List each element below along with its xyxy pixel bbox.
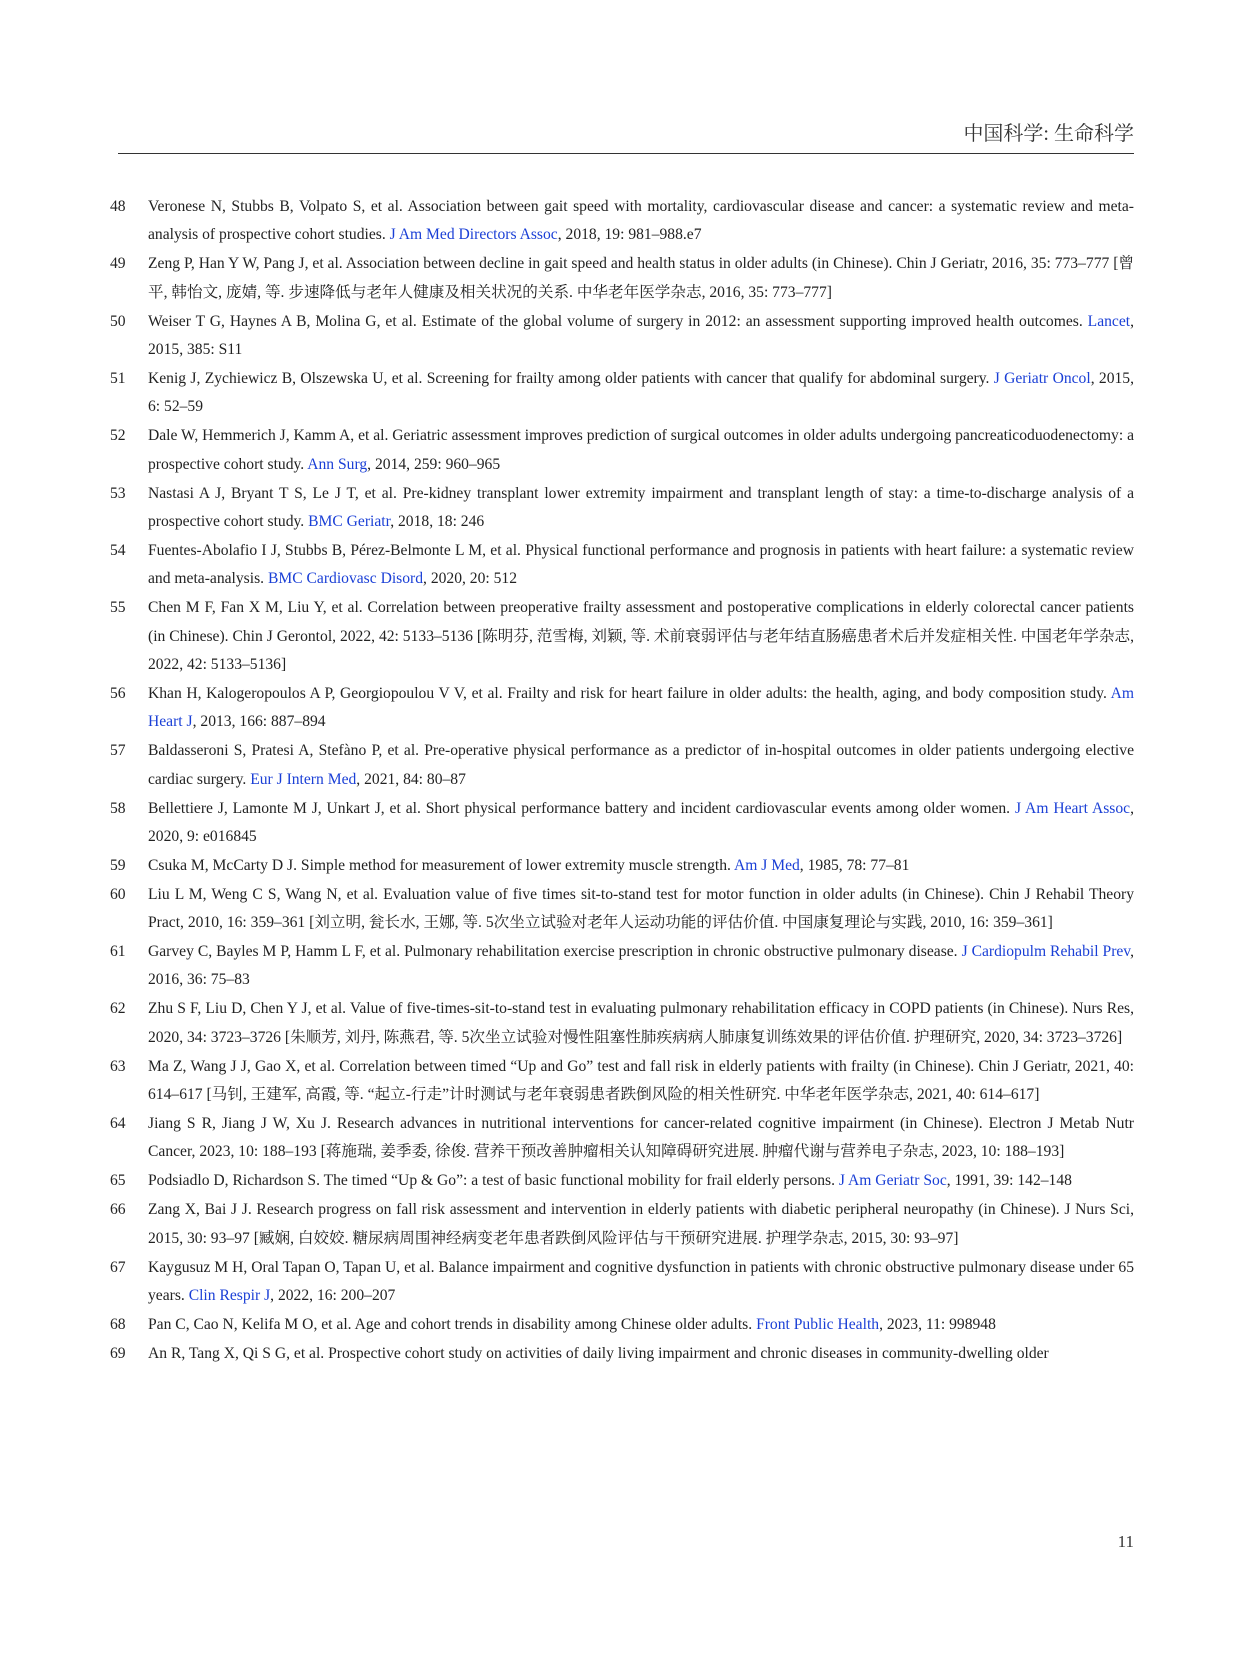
reference-item bbox=[110, 1311, 1134, 1339]
reference-item bbox=[110, 995, 1134, 1052]
reference-item bbox=[110, 537, 1134, 594]
journal-link[interactable]: J Am Heart Assoc bbox=[1014, 799, 1131, 817]
journal-link[interactable]: J Am Med Directors Assoc bbox=[389, 226, 558, 244]
reference-citation: , 1985, 78: 77–81 bbox=[799, 856, 910, 874]
reference-citation: , 2020, 9: e016845 bbox=[148, 799, 1134, 845]
reference-text: Zhu S F, Liu D, Chen Y J, et al. Value of five-times-sit-to-stand test in evaluating pulmonary rehabilitation efficacy in COPD patients (in Chinese). Nurs Res, 2020, 34: 3723–3726 [朱顺芳, 刘丹, 陈燕君, 等. 5次坐立试验对慢性阻塞性肺疾病病人肺康复训练效果的评估价值. 护理研究, 2020, 34: 3723–3726] bbox=[148, 1000, 1134, 1046]
header-divider bbox=[118, 153, 1134, 154]
reference-number: 69 bbox=[110, 1344, 126, 1362]
reference-citation: , 2015, 6: 52–59 bbox=[148, 369, 1134, 416]
reference-text: Zang X, Bai J J. Research progress on fall risk assessment and intervention in elderly patients with diabetic peripheral neuropathy (in Chinese). J Nurs Sci, 2015, 30: 93–97 [臧娴, 白姣姣. 糖尿病周围神经病变老年患者跌倒风险评估与干预研究进展. 护理学杂志, 2015, 30: 93–97] bbox=[148, 1201, 1134, 1247]
reference-citation: , 2014, 259: 960–965 bbox=[367, 455, 501, 473]
journal-link[interactable]: J Cardiopulm Rehabil Prev bbox=[961, 943, 1131, 961]
reference-number: 65 bbox=[110, 1172, 126, 1190]
reference-citation: , 1991, 39: 142–148 bbox=[946, 1172, 1072, 1190]
journal-link[interactable]: Clin Respir J bbox=[188, 1286, 271, 1304]
reference-item bbox=[110, 737, 1134, 794]
reference-item bbox=[110, 1167, 1134, 1195]
reference-text: Pan C, Cao N, Kelifa M O, et al. Age and cohort trends in disability among Chinese older adults. bbox=[148, 1315, 757, 1333]
reference-text: Csuka M, McCarty D J. Simple method for measurement of lower extremity muscle strength. bbox=[148, 856, 734, 874]
journal-header-title: 中国科学: 生命科学 bbox=[963, 123, 1134, 145]
reference-text: Podsiadlo D, Richardson S. The timed “Up & Go”: a test of basic functional mobility for frail elderly persons. bbox=[148, 1172, 839, 1190]
journal-link[interactable]: BMC Geriatr bbox=[308, 512, 391, 530]
reference-item bbox=[110, 1254, 1134, 1311]
reference-number: 68 bbox=[110, 1315, 126, 1333]
reference-item bbox=[110, 1053, 1134, 1110]
reference-citation: , 2016, 36: 75–83 bbox=[148, 943, 1134, 989]
reference-item bbox=[110, 480, 1134, 537]
reference-text: Baldasseroni S, Pratesi A, Stefàno P, et al. Pre-operative physical performance as a predictor of in-hospital outcomes in older patients undergoing elective cardiac surgery. bbox=[148, 742, 1134, 788]
reference-item bbox=[110, 680, 1134, 737]
reference-text: Liu L M, Weng C S, Wang N, et al. Evaluation value of five times sit-to-stand test for motor function in older adults (in Chinese). Chin J Rehabil Theory Pract, 2010, 16: 359–361 [刘立明, 瓮长水, 王娜, 等. 5次坐立试验对老年人运动功能的评估价值. 中国康复理论与实践, 2010, 16: 359–361] bbox=[148, 885, 1134, 932]
reference-item bbox=[110, 250, 1134, 307]
reference-item bbox=[110, 308, 1134, 365]
reference-number: 49 bbox=[110, 255, 126, 273]
journal-link[interactable]: Eur J Intern Med bbox=[250, 770, 357, 788]
reference-number: 51 bbox=[110, 369, 126, 387]
reference-citation: , 2022, 16: 200–207 bbox=[270, 1286, 396, 1304]
reference-number: 48 bbox=[110, 198, 126, 215]
reference-citation: , 2013, 166: 887–894 bbox=[192, 713, 326, 731]
reference-text: Garvey C, Bayles M P, Hamm L F, et al. Pulmonary rehabilitation exercise prescription in chronic obstructive pulmonary disease. bbox=[148, 943, 962, 961]
reference-text: An R, Tang X, Qi S G, et al. Prospective cohort study on activities of daily living impairment and chronic diseases in community-dwelling older bbox=[148, 1344, 1049, 1362]
reference-item bbox=[110, 422, 1134, 479]
reference-number: 63 bbox=[110, 1057, 126, 1075]
reference-number: 52 bbox=[110, 427, 126, 445]
reference-text: Dale W, Hemmerich J, Kamm A, et al. Geriatric assessment improves prediction of surgical outcomes in older adults undergoing pancreaticoduodenectomy: a prospective cohort study. bbox=[148, 427, 1134, 473]
journal-link[interactable]: Am Heart J bbox=[148, 684, 1134, 731]
reference-text: Weiser T G, Haynes A B, Molina G, et al. Estimate of the global volume of surgery in 2012: an assessment supporting improved health outcomes. bbox=[148, 312, 1088, 330]
reference-number: 64 bbox=[110, 1115, 126, 1132]
reference-item bbox=[110, 594, 1134, 679]
reference-number: 59 bbox=[110, 856, 126, 874]
journal-link[interactable]: Lancet bbox=[1087, 312, 1131, 330]
reference-number: 61 bbox=[110, 943, 126, 961]
reference-citation: , 2020, 20: 512 bbox=[423, 570, 518, 588]
reference-text: Zeng P, Han Y W, Pang J, et al. Association between decline in gait speed and health status in older adults (in Chinese). Chin J Geriatr, 2016, 35: 773–777 [曾平, 韩怡文, 庞婧, 等. 步速降低与老年人健康及相关状况的关系. 中华老年医学杂志, 2016, 35: 773–777] bbox=[148, 255, 1134, 301]
reference-list bbox=[110, 193, 1134, 1369]
journal-link[interactable]: BMC Cardiovasc Disord bbox=[267, 570, 424, 588]
reference-item bbox=[110, 1110, 1134, 1167]
journal-link[interactable]: Ann Surg bbox=[307, 455, 368, 473]
reference-text: Bellettiere J, Lamonte M J, Unkart J, et al. Short physical performance battery and incident cardiovascular events among older women. bbox=[148, 799, 1015, 817]
reference-item bbox=[110, 1196, 1134, 1253]
reference-number: 62 bbox=[110, 1000, 126, 1018]
journal-link[interactable]: Am J Med bbox=[733, 856, 800, 874]
reference-number: 53 bbox=[110, 484, 126, 502]
reference-item bbox=[110, 365, 1134, 422]
reference-number: 50 bbox=[110, 312, 126, 330]
reference-text: Khan H, Kalogeropoulos A P, Georgiopoulou V V, et al. Frailty and risk for heart failure in older adults: the health, aging, and body composition study. bbox=[148, 684, 1111, 702]
reference-citation: , 2015, 385: S11 bbox=[148, 312, 1134, 359]
reference-text: Nastasi A J, Bryant T S, Le J T, et al. Pre-kidney transplant lower extremity impairment and transplant length of stay: a time-to-discharge analysis of a prospective cohort study. bbox=[148, 484, 1134, 530]
reference-number: 67 bbox=[110, 1258, 126, 1276]
reference-number: 57 bbox=[110, 742, 126, 760]
reference-text: Kaygusuz M H, Oral Tapan O, Tapan U, et al. Balance impairment and cognitive dysfunction in patients with chronic obstructive pulmonary disease under 65 years. bbox=[148, 1258, 1134, 1304]
reference-text: Ma Z, Wang J J, Gao X, et al. Correlation between timed “Up and Go” test and fall risk in elderly patients with frailty (in Chinese). Chin J Geriatr, 2021, 40: 614–617 [马钊, 王建军, 高霞, 等. “起立-行走”计时测试与老年衰弱患者跌倒风险的相关性研究. 中华老年医学杂志, 2021, 40: 614–617] bbox=[148, 1057, 1134, 1104]
reference-item bbox=[110, 795, 1134, 852]
journal-link[interactable]: J Geriatr Oncol bbox=[993, 369, 1091, 387]
reference-number: 60 bbox=[110, 885, 126, 903]
reference-item bbox=[110, 1340, 1134, 1368]
reference-citation: , 2021, 84: 80–87 bbox=[356, 770, 466, 788]
reference-text: Kenig J, Zychiewicz B, Olszewska U, et al. Screening for frailty among older patients with cancer that qualify for abdominal surgery. bbox=[148, 369, 994, 387]
reference-number: 55 bbox=[110, 599, 126, 617]
reference-citation: , 2018, 18: 246 bbox=[390, 512, 485, 530]
reference-number: 58 bbox=[110, 799, 126, 817]
reference-item bbox=[110, 852, 1134, 880]
reference-text: Veronese N, Stubbs B, Volpato S, et al. Association between gait speed with mortality, cardiovascular disease and cancer: a systematic review and meta-analysis of prospective cohort studies. bbox=[148, 198, 1134, 244]
reference-item bbox=[110, 881, 1134, 938]
reference-item bbox=[110, 938, 1134, 995]
reference-text: Fuentes-Abolafio I J, Stubbs B, Pérez-Belmonte L M, et al. Physical functional performance and prognosis in patients with heart failure: a systematic review and meta-analysis. bbox=[148, 541, 1134, 588]
reference-citation: , 2018, 19: 981–988.e7 bbox=[557, 226, 702, 244]
reference-text: Chen M F, Fan X M, Liu Y, et al. Correlation between preoperative frailty assessment and postoperative complications in elderly colorectal cancer patients (in Chinese). Chin J Gerontol, 2022, 42: 5133–5136 [陈明芬, 范雪梅, 刘颖, 等. 术前衰弱评估与老年结直肠癌患者术后并发症相关性. 中国老年学杂志, 2022, 42: 5133–5136] bbox=[148, 599, 1134, 673]
page-number: 11 bbox=[1117, 1532, 1134, 1551]
journal-link[interactable]: J Am Geriatr Soc bbox=[838, 1172, 947, 1190]
reference-number: 56 bbox=[110, 684, 126, 702]
journal-link[interactable]: Front Public Health bbox=[756, 1315, 880, 1333]
reference-number: 66 bbox=[110, 1201, 126, 1219]
reference-number: 54 bbox=[110, 541, 126, 559]
reference-citation: , 2023, 11: 998948 bbox=[879, 1315, 996, 1333]
reference-item bbox=[110, 193, 1134, 250]
reference-text: Jiang S R, Jiang J W, Xu J. Research advances in nutritional interventions for cancer-related cognitive impairment (in Chinese). Electron J Metab Nutr Cancer, 2023, 10: 188–193 [蒋施瑞, 姜季委, 徐俊. 营养干预改善肿瘤相关认知障碍研究进展. 肿瘤代谢与营养电子杂志, 2023, 10: 188–193] bbox=[148, 1115, 1134, 1161]
